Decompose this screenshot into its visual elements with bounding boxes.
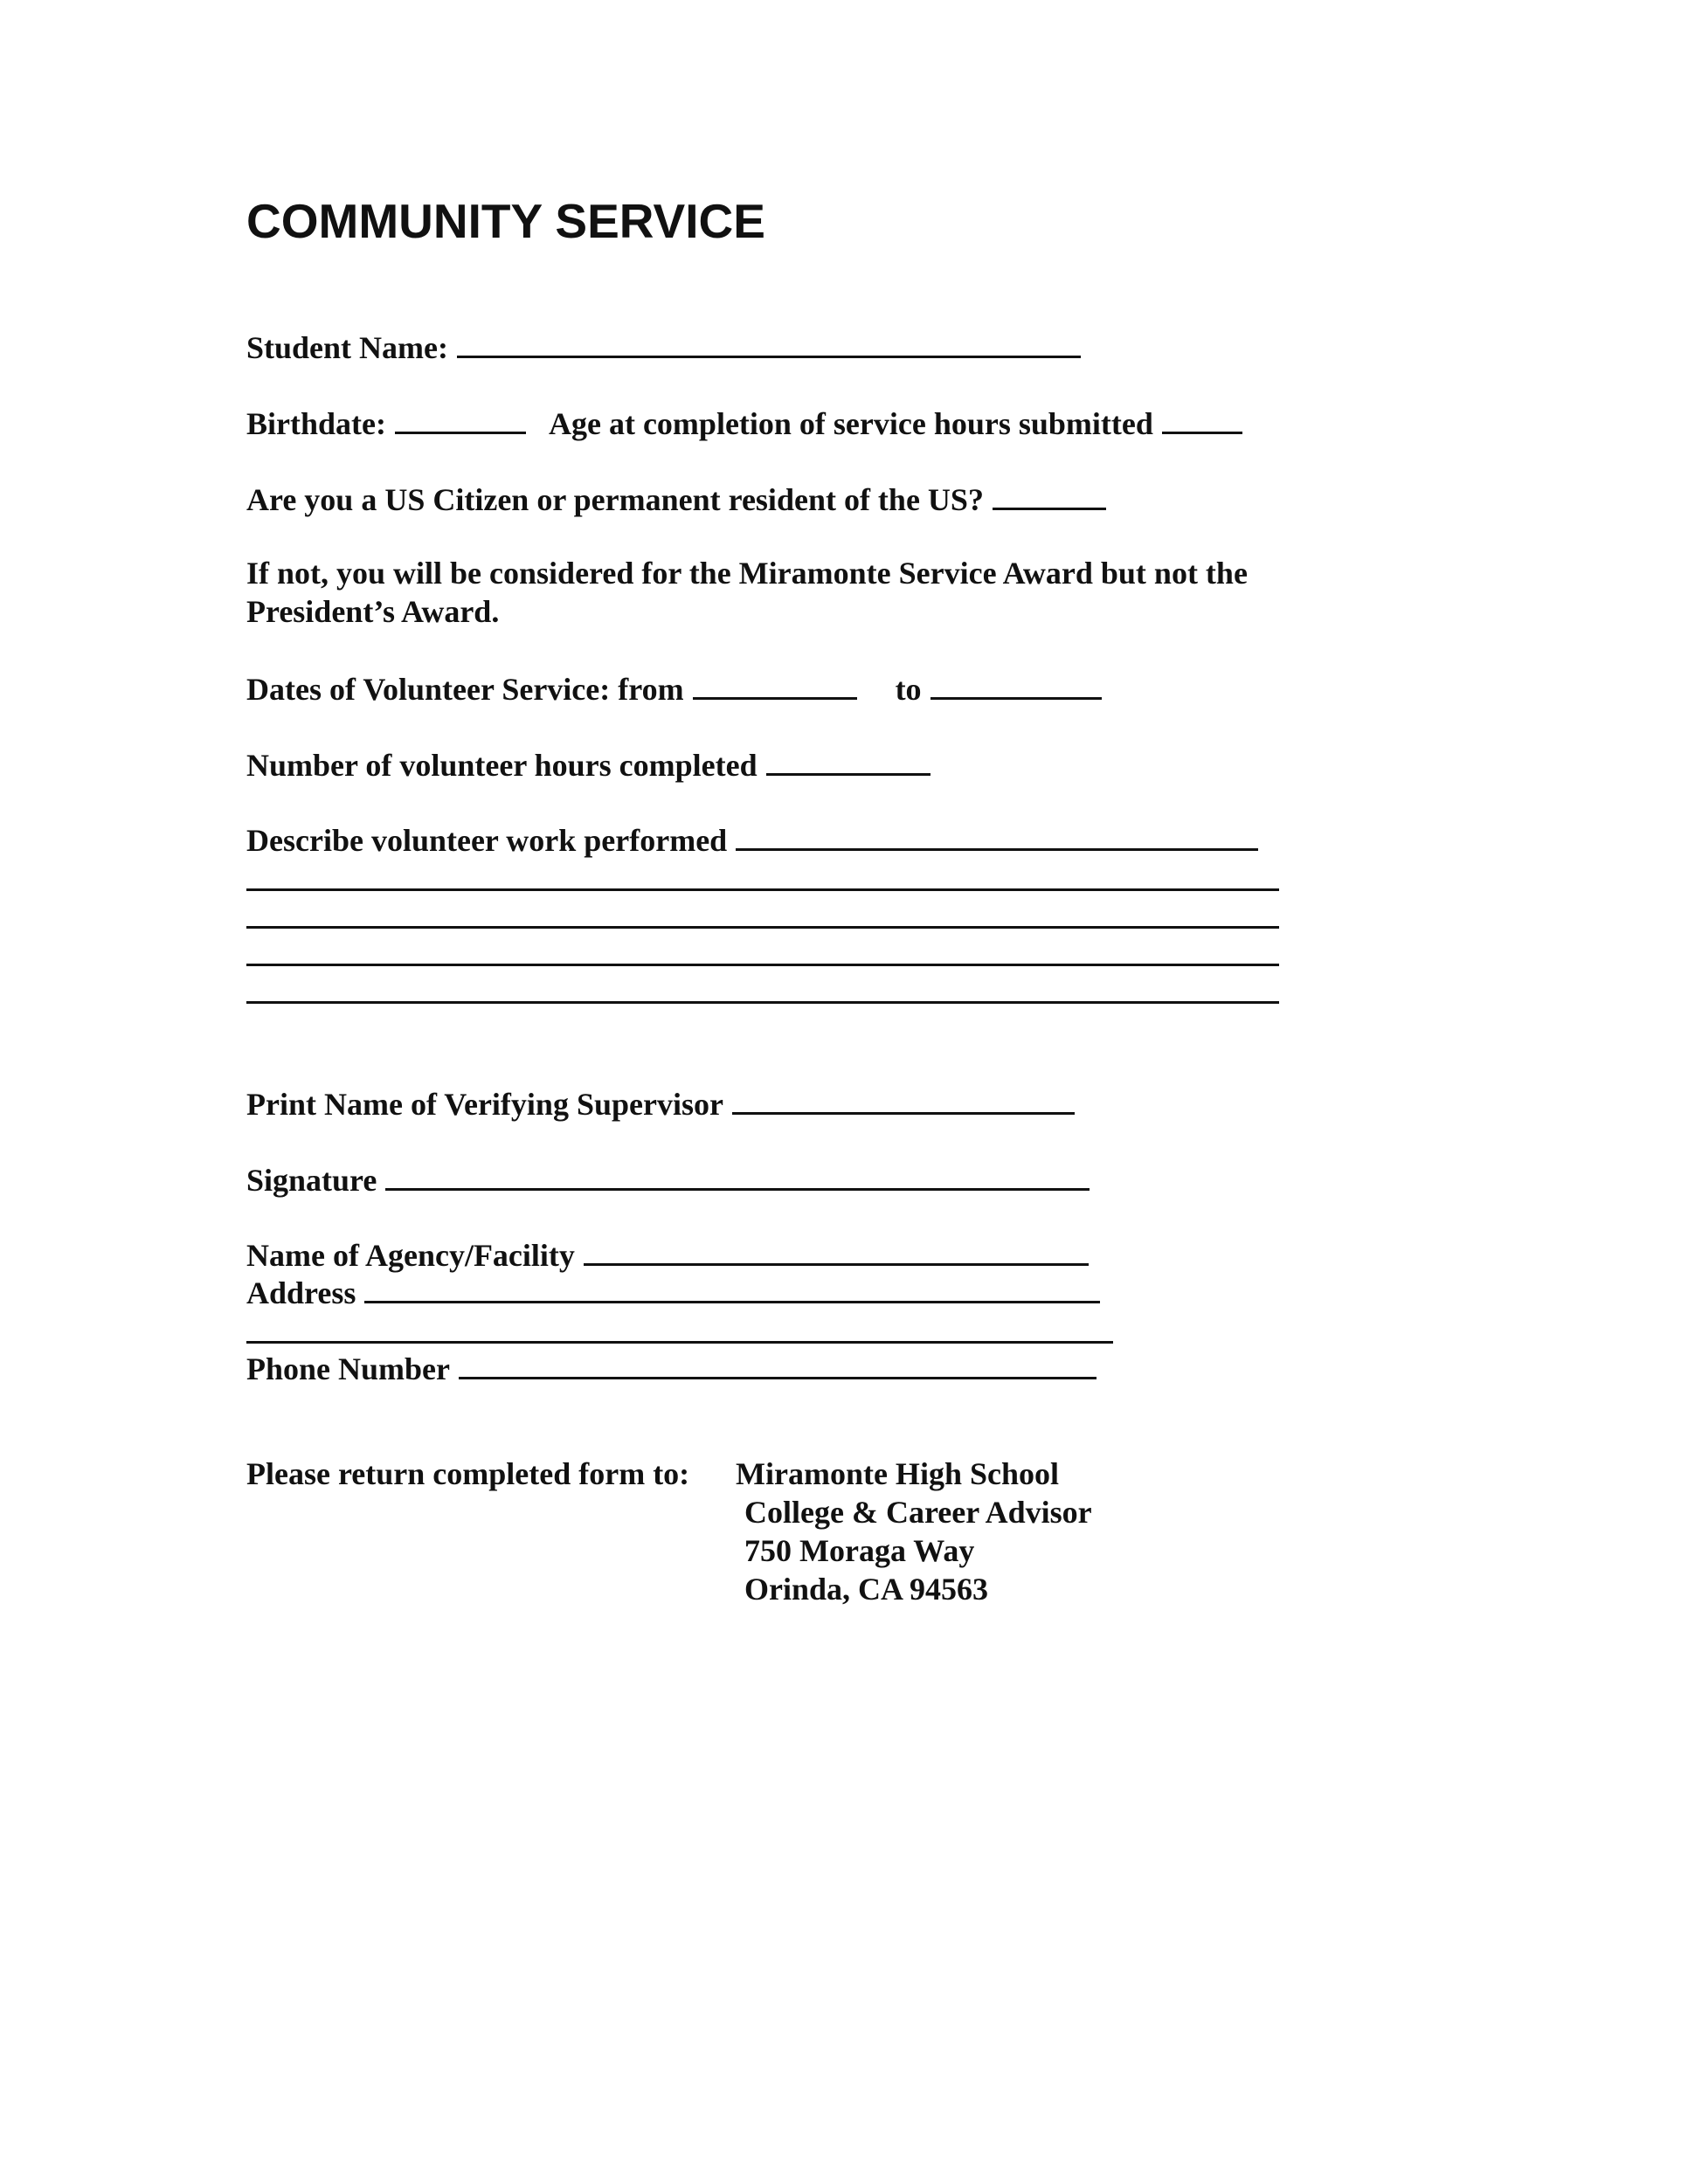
birthdate-field[interactable] — [395, 402, 526, 434]
describe-line[interactable] — [246, 888, 1279, 891]
phone-row — [246, 1347, 1097, 1388]
phone-field[interactable] — [459, 1347, 1097, 1379]
citizen-label: Are you a US Citizen or permanent resident of the US? — [246, 482, 984, 517]
page-title: COMMUNITY SERVICE — [246, 194, 765, 248]
birthdate-label: Birthdate: — [246, 406, 386, 441]
agency-row — [246, 1234, 1089, 1275]
agency-label: Name of Agency/Facility — [246, 1238, 575, 1273]
address-field[interactable] — [364, 1271, 1100, 1303]
dates-row — [246, 667, 1102, 708]
hours-field[interactable] — [766, 743, 930, 776]
student-name-row — [246, 326, 1081, 367]
describe-row — [246, 819, 1258, 860]
address-line-2[interactable] — [246, 1341, 1113, 1344]
award-note — [246, 554, 1330, 631]
return-address — [736, 1455, 1092, 1608]
return-address-line-4: Orinda, CA 94563 — [744, 1572, 989, 1607]
citizen-field[interactable] — [993, 478, 1106, 510]
supervisor-field[interactable] — [732, 1082, 1075, 1115]
dates-to-field[interactable] — [930, 667, 1102, 700]
age-label: Age at completion of service hours submitted — [548, 406, 1153, 441]
agency-field[interactable] — [584, 1234, 1089, 1266]
signature-field[interactable] — [385, 1158, 1090, 1191]
student-name-field[interactable] — [457, 326, 1081, 358]
phone-label: Phone Number — [246, 1351, 450, 1386]
hours-label: Number of volunteer hours completed — [246, 748, 758, 783]
supervisor-label: Print Name of Verifying Supervisor — [246, 1087, 723, 1122]
describe-line[interactable] — [246, 926, 1279, 929]
age-field[interactable] — [1162, 402, 1242, 434]
dates-to-label: to — [895, 672, 922, 707]
signature-label: Signature — [246, 1163, 377, 1198]
return-address-line-3: 750 Moraga Way — [744, 1533, 975, 1568]
describe-line[interactable] — [246, 1001, 1279, 1004]
supervisor-row — [246, 1082, 1075, 1123]
dates-from-field[interactable] — [693, 667, 857, 700]
describe-line[interactable] — [246, 964, 1279, 966]
address-label: Address — [246, 1275, 356, 1310]
return-label: Please return completed form to: — [246, 1456, 690, 1491]
signature-row — [246, 1158, 1090, 1199]
student-name-label: Student Name: — [246, 330, 448, 365]
describe-label: Describe volunteer work performed — [246, 823, 728, 858]
birthdate-row — [246, 402, 1242, 443]
return-address-line-1: Miramonte High School — [736, 1456, 1059, 1491]
dates-from-label: Dates of Volunteer Service: from — [246, 672, 684, 707]
hours-row — [246, 743, 930, 784]
award-note-line-1: If not, you will be considered for the Miramonte Service Award but not the — [246, 556, 1248, 591]
return-address-line-2: College & Career Advisor — [744, 1495, 1092, 1530]
address-row — [246, 1271, 1100, 1312]
describe-field[interactable] — [736, 819, 1258, 851]
citizen-row — [246, 478, 1106, 519]
award-note-line-2: President’s Award. — [246, 594, 500, 629]
